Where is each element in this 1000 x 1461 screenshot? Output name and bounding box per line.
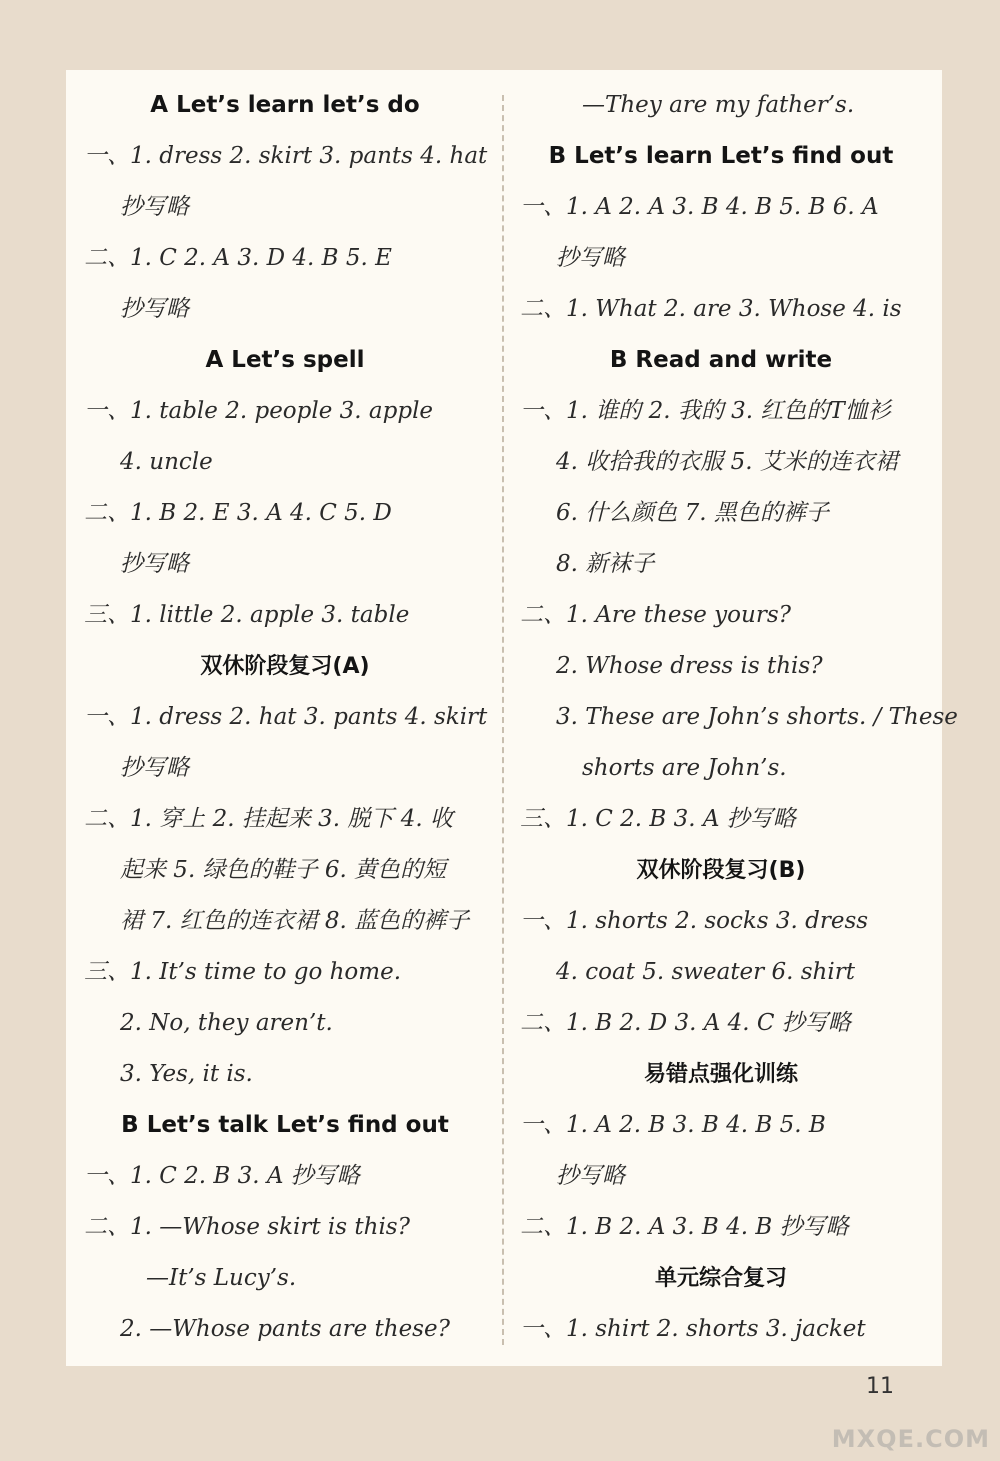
left-answer-line: 抄写略 xyxy=(120,755,189,781)
right-section-heading: 双休阶段复习(B) xyxy=(636,858,806,883)
left-answer-line: 二、1. —Whose skirt is this? xyxy=(84,1214,410,1240)
right-answer-line: 三、1. C 2. B 3. A 抄写略 xyxy=(520,806,796,832)
right-answer-line: 6. 什么颜色 7. 黑色的裤子 xyxy=(556,500,829,526)
right-answer-line: 二、1. What 2. are 3. Whose 4. is xyxy=(520,296,902,322)
right-answer-line: 一、1. shirt 2. shorts 3. jacket xyxy=(520,1316,866,1342)
left-section-heading: A Let’s spell xyxy=(205,347,365,373)
right-answer-line: 8. 新袜子 xyxy=(556,551,655,577)
right-section-heading: 易错点强化训练 xyxy=(643,1062,798,1087)
left-answer-line: 一、1. dress 2. hat 3. pants 4. skirt xyxy=(84,704,488,730)
left-answer-line: 抄写略 xyxy=(120,551,189,577)
left-answer-line: 一、1. table 2. people 3. apple xyxy=(84,398,434,424)
page-number: 11 xyxy=(866,1374,894,1399)
left-section-heading: B Let’s talk Let’s find out xyxy=(121,1112,449,1138)
left-answer-line: 2. —Whose pants are these? xyxy=(120,1316,450,1342)
left-answer-line: 裙 7. 红色的连衣裙 8. 蓝色的裤子 xyxy=(120,908,470,934)
right-answer-line: 4. 收拾我的衣服 5. 艾米的连衣裙 xyxy=(556,449,898,475)
left-answer-line: 起来 5. 绿色的鞋子 6. 黄色的短 xyxy=(120,857,447,883)
left-answer-line: 抄写略 xyxy=(120,296,189,322)
left-section-heading: 双休阶段复习(A) xyxy=(200,654,370,679)
right-answer-line: 抄写略 xyxy=(556,1163,625,1189)
right-answer-line: 一、1. A 2. A 3. B 4. B 5. B 6. A xyxy=(520,194,879,220)
left-answer-line: 三、1. It’s time to go home. xyxy=(84,959,402,985)
right-section-heading: 单元综合复习 xyxy=(654,1266,787,1291)
right-answer-line: 二、1. B 2. D 3. A 4. C 抄写略 xyxy=(520,1010,851,1036)
right-section-heading: B Read and write xyxy=(609,347,833,373)
left-answer-line: 二、1. B 2. E 3. A 4. C 5. D xyxy=(84,500,392,526)
left-answer-line: 二、1. 穿上 2. 挂起来 3. 脱下 4. 收 xyxy=(84,806,453,832)
left-answer-line: 三、1. little 2. apple 3. table xyxy=(84,602,410,628)
right-answer-line: shorts are John’s. xyxy=(582,755,787,781)
watermark: MXQE.COM xyxy=(831,1425,990,1453)
left-answer-line: 2. No, they aren’t. xyxy=(120,1010,333,1036)
left-section-heading: A Let’s learn let’s do xyxy=(150,92,420,118)
right-answer-line: 抄写略 xyxy=(556,245,625,271)
left-answer-line: —It’s Lucy’s. xyxy=(146,1265,297,1291)
right-answer-line: 一、1. shorts 2. socks 3. dress xyxy=(520,908,869,934)
right-answer-line: 二、1. Are these yours? xyxy=(520,602,791,628)
left-column xyxy=(84,80,494,1355)
left-answer-line: 4. uncle xyxy=(120,449,213,475)
right-column xyxy=(520,80,958,1355)
left-answer-line: 二、1. C 2. A 3. D 4. B 5. E xyxy=(84,245,392,271)
right-answer-line: 二、1. B 2. A 3. B 4. B 抄写略 xyxy=(520,1214,849,1240)
right-answer-line: —They are my father’s. xyxy=(582,92,855,118)
left-answer-line: 抄写略 xyxy=(120,194,189,220)
right-section-heading: B Let’s learn Let’s find out xyxy=(548,143,894,169)
left-answer-line: 一、1. dress 2. skirt 3. pants 4. hat xyxy=(84,143,488,169)
column-divider xyxy=(502,95,504,1345)
left-answer-line: 一、1. C 2. B 3. A 抄写略 xyxy=(84,1163,360,1189)
left-answer-line: 3. Yes, it is. xyxy=(120,1061,253,1087)
right-answer-line: 一、1. A 2. B 3. B 4. B 5. B xyxy=(520,1112,826,1138)
right-answer-line: 3. These are John’s shorts. / These xyxy=(556,704,958,730)
right-answer-line: 4. coat 5. sweater 6. shirt xyxy=(556,959,855,985)
right-answer-line: 一、1. 谁的 2. 我的 3. 红色的T恤衫 xyxy=(520,398,891,424)
right-answer-line: 2. Whose dress is this? xyxy=(556,653,823,679)
